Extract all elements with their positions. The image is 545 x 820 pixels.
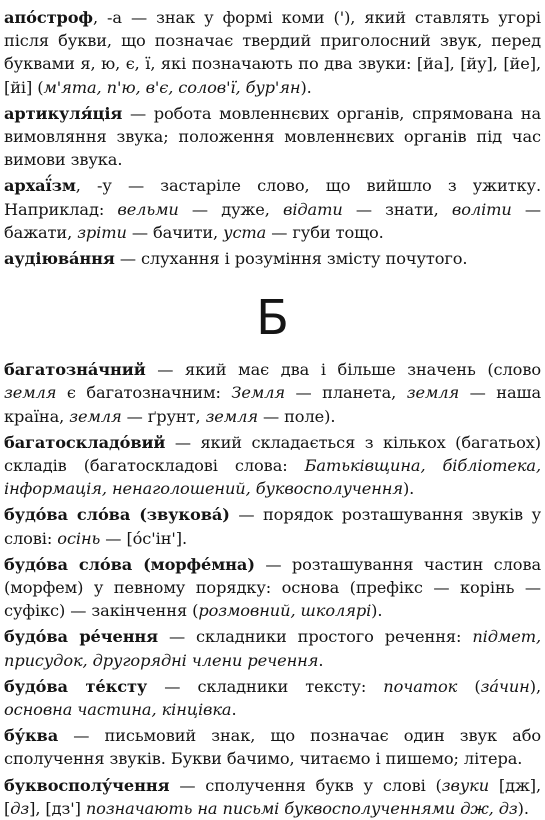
entry-definition: — сполучення букв у слові (: [169, 775, 442, 795]
entry-definition: є багатозначним:: [56, 383, 232, 403]
glossary-entry: [4, 675, 541, 721]
entry-example: земля: [69, 406, 122, 426]
entry-definition: — який має два і більше значень (слово: [145, 360, 541, 380]
entry-example: за́чин: [480, 676, 530, 696]
entry-example: вельми: [117, 199, 179, 219]
entry-definition: — складники простого речення:: [158, 627, 473, 647]
entry-headword: будо́ва сло́ва (морфе́мна): [4, 554, 255, 574]
entry-headword: будо́ва ре́чення: [4, 627, 159, 647]
glossary-entry: [4, 358, 541, 428]
section-a-entries: [4, 6, 541, 270]
entry-headword: апо́строф: [4, 8, 93, 27]
entry-example: позначають на письмі буквосполученнями дж, дз: [85, 798, 518, 818]
entry-example: земля: [205, 406, 258, 426]
entry-definition: — складники тексту:: [147, 676, 384, 696]
entry-definition: .: [318, 650, 324, 670]
entry-definition: [дж], [: [4, 775, 541, 818]
entry-example: земля: [406, 383, 460, 403]
glossary-entry: [4, 774, 541, 820]
entry-example: Земля: [231, 383, 285, 403]
entry-definition: , -а — знак у формі коми ('), який ставлять угорі після букви, що позначає твердий приголосний звук, перед буквами я, ю, є, ї, які позначають по два звуки: [йа], [йу], [йе], [йі] (: [4, 8, 541, 97]
entry-definition: — порядок розташування звуків у слові:: [4, 505, 541, 548]
entry-definition: — [о́с'ін'].: [100, 528, 187, 548]
glossary-entry: [4, 431, 541, 501]
entry-headword: артикуля́ція: [4, 103, 123, 123]
entry-example: осінь: [57, 528, 101, 548]
entry-headword: будо́ва те́ксту: [4, 676, 148, 696]
glossary-entry: [4, 174, 541, 244]
entry-definition: ),: [529, 676, 541, 696]
entry-headword: багатозна́чний: [4, 360, 146, 380]
entry-example: зріти: [77, 222, 127, 242]
entry-definition: ).: [517, 798, 529, 818]
entry-example: звуки: [441, 775, 490, 795]
entry-headword: аудіюва́ння: [4, 249, 115, 269]
section-b-entries: [4, 358, 541, 820]
entry-definition: ).: [300, 77, 312, 97]
entry-example: Батьківщина, бібліотека, інформація, ненаголошений, буквосполучення: [4, 456, 541, 499]
entry-definition: (: [457, 676, 481, 696]
entry-headword: багатоскладо́вий: [4, 432, 166, 452]
glossary-entry: [4, 503, 541, 549]
glossary-entry: [4, 6, 541, 99]
entry-headword: бу́ква: [4, 726, 59, 746]
entry-headword: будо́ва сло́ва (звукова́): [4, 505, 230, 525]
entry-definition: — планета,: [284, 383, 407, 403]
glossary-entry: [4, 724, 541, 770]
entry-headword: буквосполу́чення: [4, 775, 170, 795]
entry-example: розмовний, школярі: [198, 601, 372, 621]
glossary-entry: [4, 247, 541, 270]
entry-definition: — робота мовленнєвих органів, спрямована на вимовляння звука; положення мовленнєвих органів під час вимови звука.: [4, 103, 541, 170]
entry-definition: ], [дз']: [29, 798, 86, 818]
entry-example: основна частина, кінцівка: [4, 700, 232, 720]
entry-definition: — ґрунт,: [121, 406, 206, 426]
entry-example: підмет, присудок, другорядні члени речення: [4, 627, 541, 670]
entry-example: уста: [223, 222, 267, 242]
entry-definition: — письмовий знак, що позначає один звук або сполучення звуків. Букви бачимо, читаємо і пишемо; літера.: [4, 726, 541, 769]
entry-headword: архаї́зм: [4, 176, 76, 196]
entry-definition: — бачити,: [126, 222, 224, 242]
entry-definition: ).: [402, 479, 415, 499]
section-letter-heading: Б: [256, 290, 289, 347]
glossary-entry: [4, 553, 541, 623]
entry-definition: , -у — застаріле слово, що вийшло з ужитку. Наприклад:: [4, 176, 541, 219]
entry-example: земля: [4, 383, 57, 403]
entry-example: м'ята, п'ю, в'є, солов'ї, бур'ян: [43, 77, 301, 97]
entry-definition: — слухання і розуміння змісту почутого.: [114, 249, 468, 269]
entry-definition: — розташування частин слова (морфем) у певному порядку: основа (префікс — корінь — суфікс) — закінчення (: [4, 554, 542, 621]
entry-definition: — який складається з кількох (багатьох) складів (багатоскладові слова:: [4, 432, 541, 476]
entry-definition: ).: [371, 601, 383, 621]
entry-definition: .: [231, 700, 237, 720]
entry-definition: — дуже,: [178, 199, 283, 219]
entry-definition: — бажати,: [4, 199, 541, 242]
glossary-entry: [4, 102, 541, 172]
entry-definition: — наша країна,: [4, 383, 541, 426]
entry-example: дз: [10, 798, 30, 818]
entry-definition: — поле).: [257, 406, 336, 426]
entry-definition: — губи тощо.: [266, 222, 384, 242]
glossary-entry: [4, 625, 541, 671]
entry-example: воліти: [451, 199, 512, 219]
entry-example: відати: [283, 199, 343, 219]
entry-definition: — знати,: [342, 199, 452, 219]
entry-example: початок: [383, 676, 458, 696]
